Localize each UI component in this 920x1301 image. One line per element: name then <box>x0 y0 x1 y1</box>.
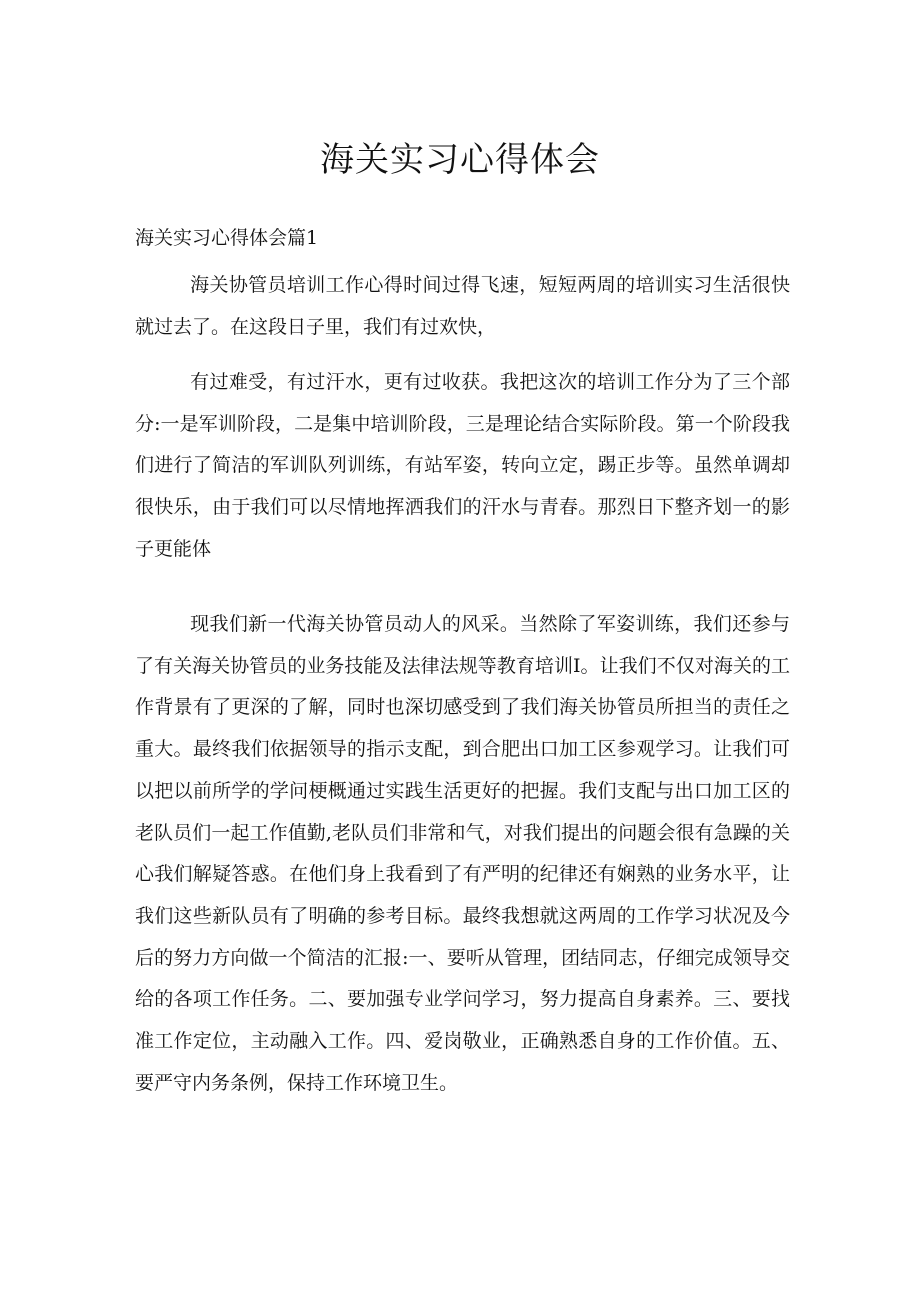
paragraph-1: 海关协管员培训工作心得时间过得飞速，短短两周的培训实习生活很快就过去了。在这段日子里，我们有过欢快， <box>135 274 790 338</box>
paragraph-2: 有过难受，有过汗水，更有过收获。我把这次的培训工作分为了三个部分:一是军训阶段，二是集中培训阶段，三是理论结合实际阶段。第一个阶段我们进行了简洁的军训队列训练，有站军姿，转向立定，踢正步等。虽然单调却很快乐，由于我们可以尽情地挥洒我们的汗水与青春。那烈日下整齐划一的影子更能体 <box>135 371 790 560</box>
page-title: 海关实习心得体会 <box>320 140 600 180</box>
section-heading: 海关实习心得体会篇1 <box>135 227 319 249</box>
paragraph-3: 现我们新一代海关协管员动人的风采。当然除了军姿训练，我们还参与了有关海关协管员的业务技能及法律法规等教育培训I。让我们不仅对海关的工作背景有了更深的了解，同时也深切感受到了我们海关协管员所担当的责任之重大。最终我们依据领导的指示支配，到合肥出口加工区参观学习。让我们可以把以前所学的学问梗概通过实践生活更好的把握。我们支配与出口加工区的老队员们一起工作值勤,老队员们非常和气，对我们提出的问题会很有急躁的关心我们解疑答惑。在他们身上我看到了有严明的纪律还有娴熟的业务水平，让我们这些新队员有了明确的参考目标。最终我想就这两周的工作学习状况及今后的努力方向做一个简洁的汇报:一、要听从管理，团结同志，仔细完成领导交给的各项工作任务。二、要加强专业学问学习，努力提高自身素养。三、要找准工作定位，主动融入工作。四、爱岗敬业，正确熟悉自身的工作价值。五、要严守内务条例，保持工作环境卫生。 <box>135 613 790 1094</box>
